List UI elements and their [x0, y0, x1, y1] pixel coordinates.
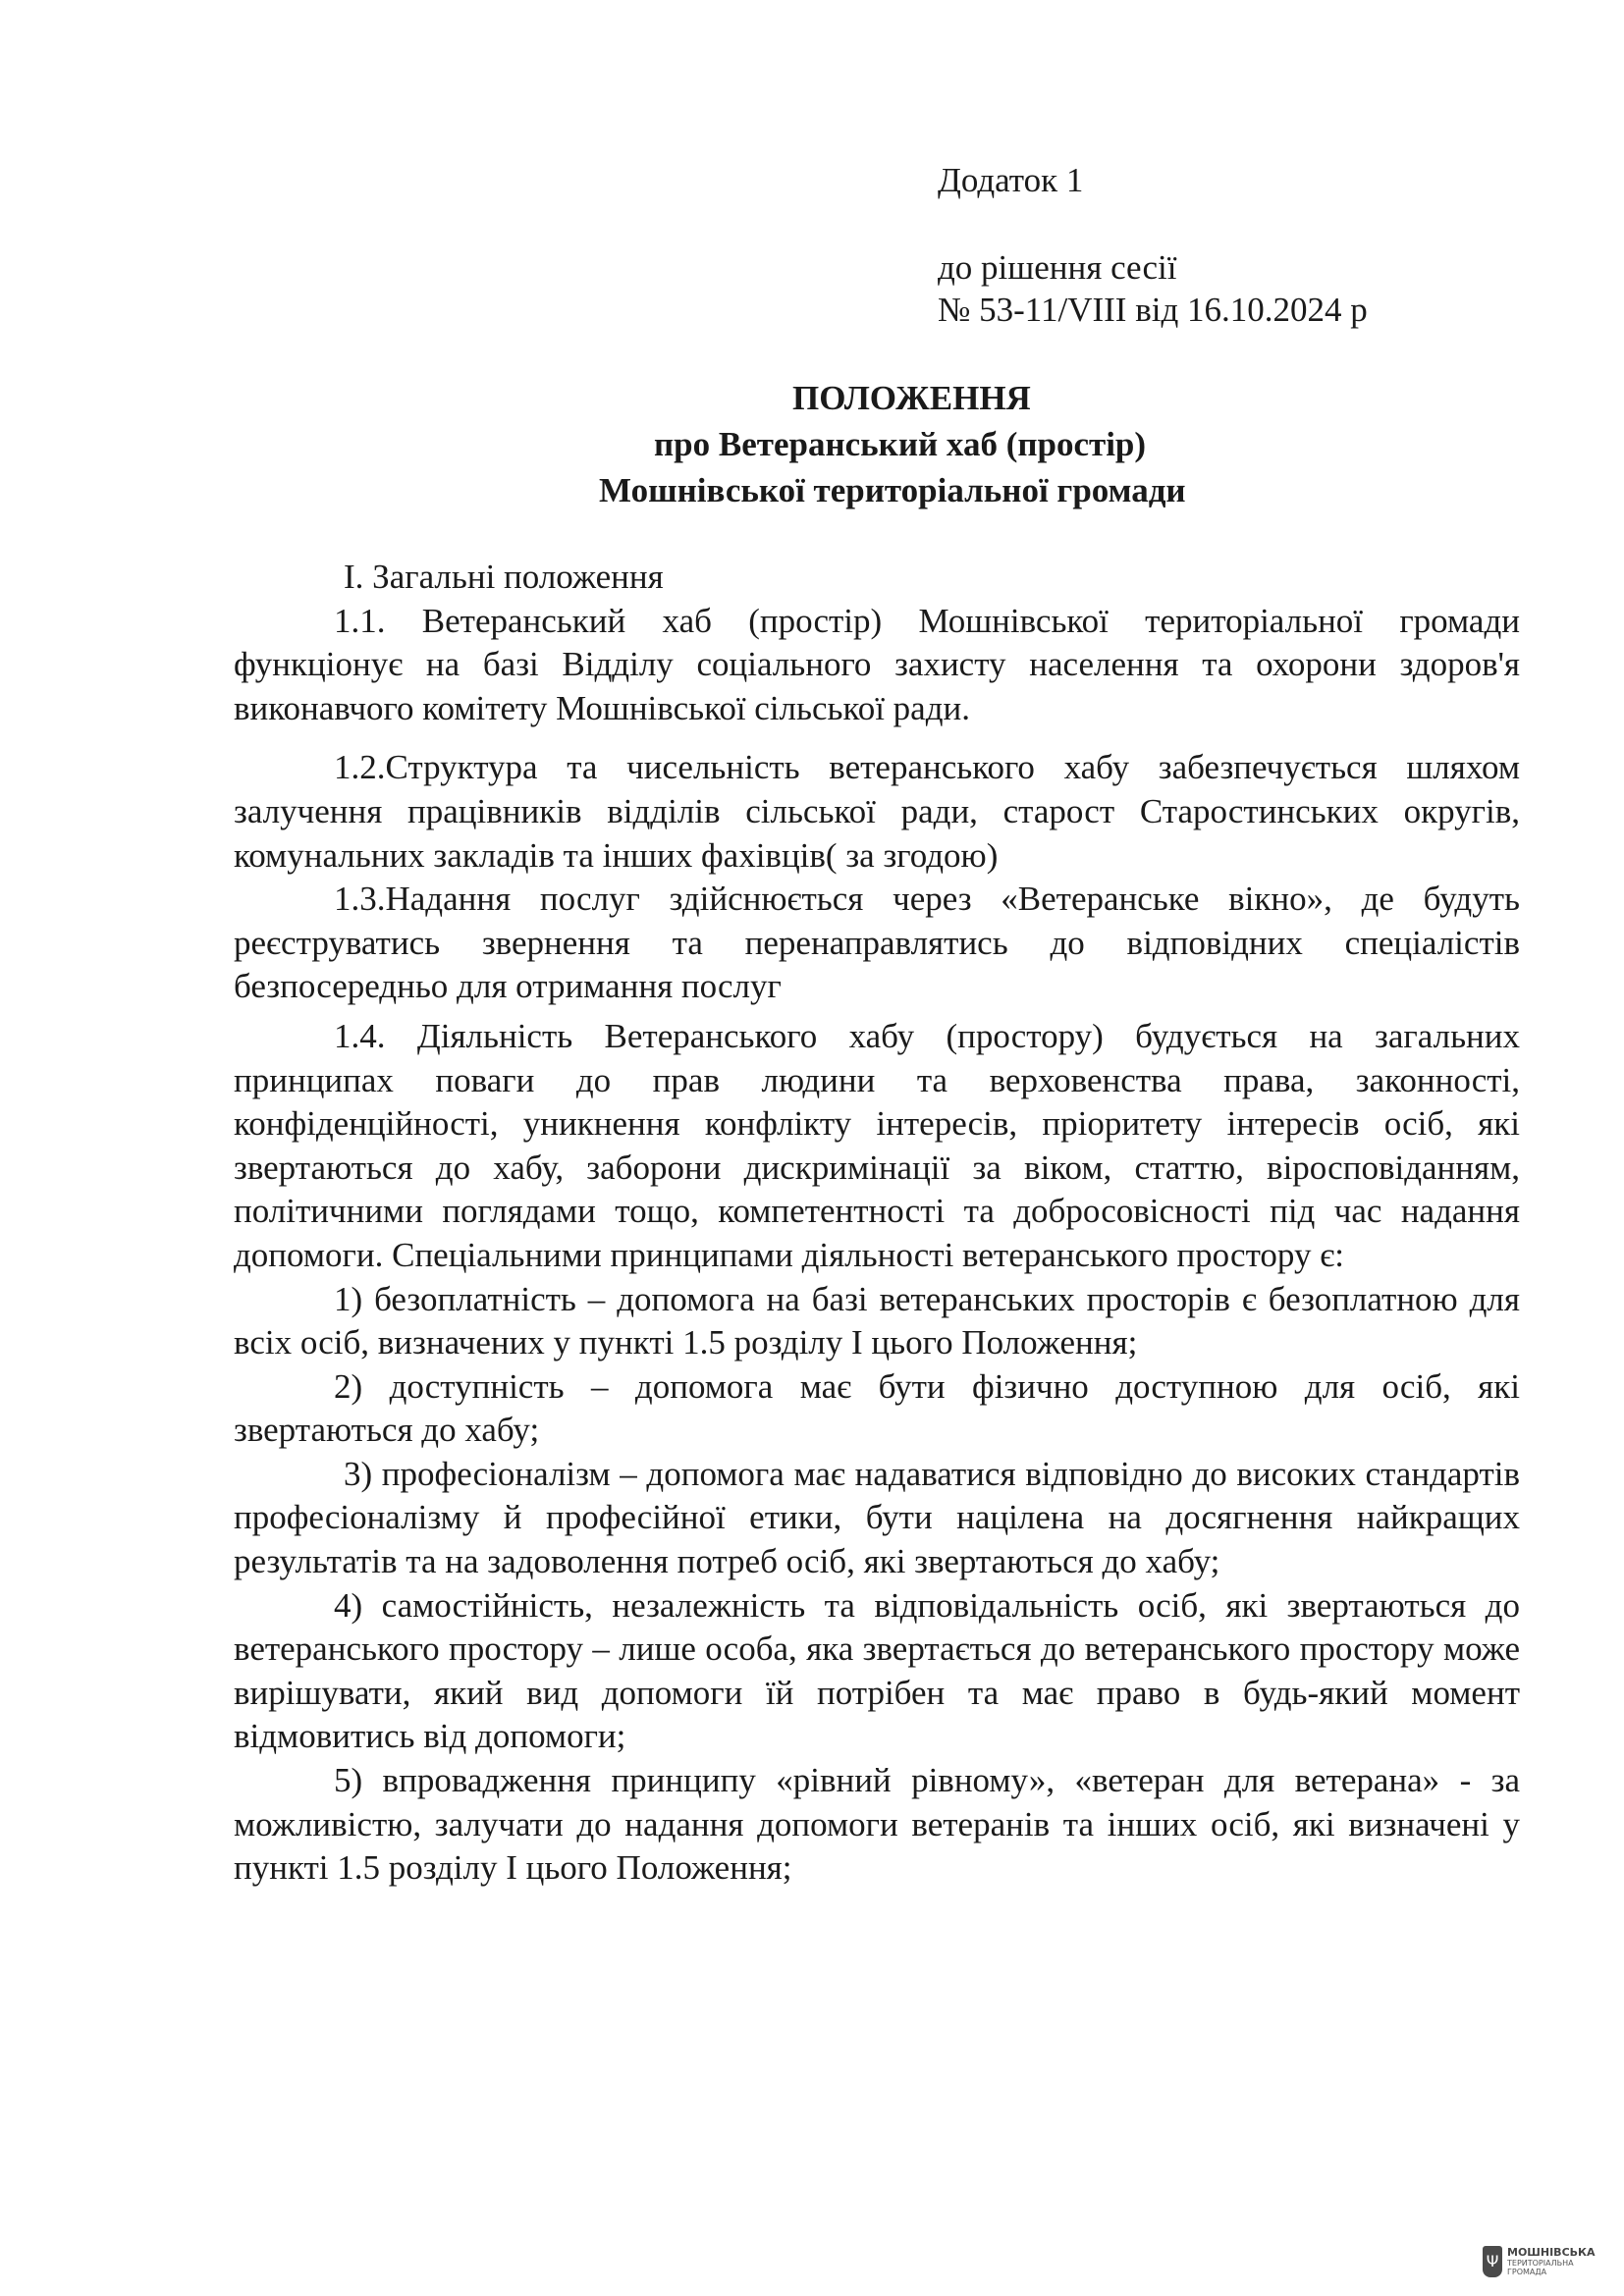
principle-item-2: 2) доступність – допомога має бути фізично доступною для осіб, які звертаються до хабу;: [234, 1366, 1520, 1450]
community-logo: [1483, 2246, 1596, 2277]
document-title: ПОЛОЖЕННЯ: [792, 379, 1031, 417]
principle-item-4: 4) самостійність, незалежність та відповідальність осіб, які звертаються до ветеранського простору – лише особа, яка звертається до ветеранського простору може вирішувати, який вид допомоги їй потрібен та має право в будь-який момент відмовитись від допомоги;: [234, 1585, 1520, 1756]
annex-title: Додаток 1: [938, 161, 1084, 199]
annex-decision-line1: до рішення сесії: [938, 248, 1177, 287]
annex-decision: [938, 246, 1368, 331]
annex-decision-line2: № 53-11/VIII від 16.10.2024 р: [938, 291, 1368, 329]
paragraph-1-1: 1.1. Ветеранський хаб (простір) Мошнівської територіальної громади функціонує на базі Відділу соціального захисту населення та охорони здоров'я виконавчого комітету Мошнівської сільської ради.: [234, 601, 1520, 727]
section-heading: І. Загальні положення: [344, 558, 664, 596]
logo-text-line2: ТЕРИТОРІАЛЬНА: [1507, 2259, 1574, 2268]
principle-item-3: 3) професіоналізм – допомога має надаватися відповідно до високих стандартів професіоналізму й професійної етики, бути націлена на досягнення найкращих результатів та на задоволення потреб осіб, які звертаються до хабу;: [234, 1454, 1520, 1581]
document-subtitle-1: про Ветеранський хаб (простір): [654, 425, 1147, 463]
logo-text-line1: МОШНІВСЬКА: [1507, 2246, 1596, 2259]
trident-icon: Ψ: [1483, 2246, 1502, 2277]
logo-text: [1507, 2247, 1596, 2276]
paragraph-1-3: 1.3.Надання послуг здійснюється через «Ветеранське вікно», де будуть реєструватись звернення та перенаправлятись до відповідних спеціалістів безпосередньо для отримання послуг: [234, 880, 1520, 1006]
principle-item-5: 5) впровадження принципу «рівний рівному», «ветеран для ветерана» - за можливістю, залучати до надання допомоги ветеранів та інших осіб, які визначені у пункті 1.5 розділу І цього Положення;: [234, 1761, 1520, 1888]
paragraph-1-4: 1.4. Діяльність Ветеранського хабу (простору) будується на загальних принципах поваги до прав людини та верховенства права, законності, конфіденційності, уникнення конфлікту інтересів, пріоритету інтересів осіб, які звертаються до хабу, заборони дискримінації за віком, статтю, віросповіданням, політичними поглядами тощо, компетентності та добросовісності під час надання допомоги. Спеціальними принципами діяльності ветеранського простору є:: [234, 1016, 1520, 1274]
principle-item-1: 1) безоплатність – допомога на базі ветеранських просторів є безоплатною для всіх осіб, визначених у пункті 1.5 розділу І цього Положення;: [234, 1279, 1520, 1362]
document-body: [234, 556, 1520, 1891]
logo-text-line3: ГРОМАДА: [1507, 2268, 1547, 2276]
paragraph-1-2: 1.2.Структура та чисельність ветеранського хабу забезпечується шляхом залучення працівників відділів сільської ради, старост Старостинських округів, комунальних закладів та інших фахівців( за згодою): [234, 748, 1520, 875]
document-subtitle-2: Мошнівської територіальної громади: [599, 471, 1186, 509]
